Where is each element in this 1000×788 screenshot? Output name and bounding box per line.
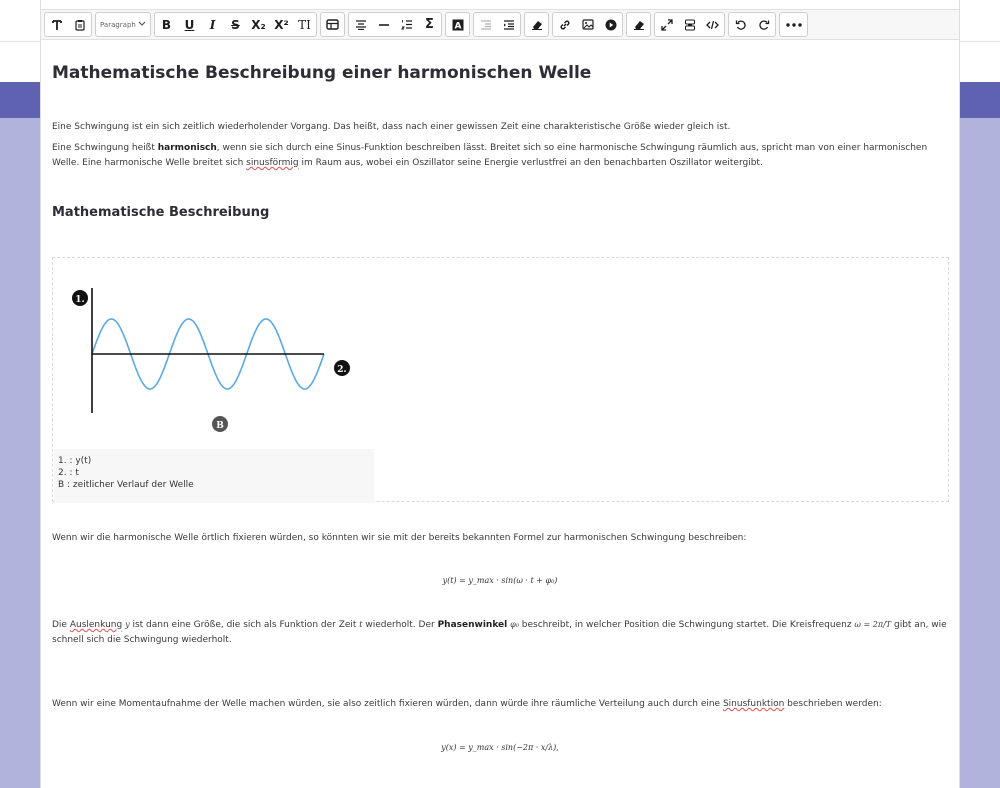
svg-text:A: A [454,21,461,31]
ordered-list-icon[interactable] [395,13,418,36]
toolbar-group-clear [524,12,549,37]
text-run: im Raum aus, wobei ein Oszillator seine Energie verlustfrei an den benachbarten Oszillator weitergibt. [298,158,763,168]
toolbar-group-eraser2 [626,12,651,37]
section-heading: Mathematische Beschreibung [52,205,270,220]
italic-icon[interactable]: I [209,17,216,32]
marker-b-label: B [216,421,224,431]
fullscreen-icon[interactable] [655,13,678,36]
spellcheck-word: sinusförmig [246,158,299,168]
toolbar-group-color [445,12,470,37]
math-y: y [125,620,130,629]
wave-figure [53,258,383,448]
toolbar-group-more [779,12,808,37]
more-options-icon[interactable] [780,13,807,36]
math-t: t [359,620,363,629]
marker-1 [72,290,88,306]
link-icon[interactable] [553,13,576,36]
eraser-icon[interactable] [525,13,548,36]
figure-legend [54,449,374,503]
text-run: gibt an, wie schnell sich die Schwingung wiederholt. [52,620,947,645]
toolbar-group-indent [473,12,521,37]
bold-term-phasenwinkel: Phasenwinkel [437,620,508,630]
toolbar-group-insert [552,12,623,37]
marker-2 [334,360,350,376]
math-omega: ω = 2π/T [854,620,892,629]
math-phi: φ₀ [510,620,519,629]
chevron-down-icon [138,21,146,29]
video-play-icon[interactable] [599,13,622,36]
marker-b [212,416,228,432]
text-run: Die [52,620,70,630]
toolbar-group-inline [154,12,317,37]
outdent-icon[interactable] [474,13,497,36]
toolbar-group-block [348,12,442,37]
legend-item: 2. : t [58,468,79,478]
preview-icon[interactable] [678,13,701,36]
legend-item: 1. : y(t) [58,456,92,466]
paragraph-harmonisch [52,141,947,171]
superscript-icon[interactable]: X² [274,17,289,32]
indent-icon[interactable] [497,13,520,36]
typography-icon[interactable]: TI [298,17,311,32]
table-icon[interactable] [321,13,344,36]
undo-icon[interactable] [729,13,752,36]
align-center-icon[interactable] [349,13,372,36]
paragraph-momentaufnahme [52,697,947,712]
paragraph-select[interactable] [96,13,150,36]
legend-item: B : zeitlicher Verlauf der Welle [58,480,194,490]
toolbar-group-paragraph [95,12,151,37]
formula-oscillation: y(t) = y_max · sin(ω · t + φ₀) [442,576,558,585]
paragraph-select-label: Paragraph [100,20,136,29]
underline-icon[interactable]: U [184,17,195,32]
subscript-icon[interactable]: X₂ [251,17,266,32]
spellcheck-word: Auslenkung [69,620,123,630]
text-run: beschrieben werden: [784,699,882,709]
clipboard-icon[interactable] [68,13,91,36]
toolbar-group-format [44,12,92,37]
text-run: , wenn sie sich durch eine Sinus-Funktion beschreiben lässt. Breitet sich so eine harmonische Schwingung räumlich aus, spricht man von einer harmonischen Welle. Eine harmonische Welle breitet sich [52,143,928,168]
text-run: wiederholt. Der [362,620,438,630]
paragraph-intro: Eine Schwingung ist ein sich zeitlich wiederholender Vorgang. Das heißt, dass nach einer gewissen Zeit eine charakteristische Größe wieder gleich ist. [52,122,731,132]
bold-term-harmonisch: harmonisch [157,143,217,153]
toolbar-group-view [654,12,725,37]
figure-box[interactable] [52,257,949,502]
formula-spatial: y(x) = y_max · sin(−2π · x/λ), [441,743,559,752]
text-format-icon[interactable] [45,13,68,36]
text-run: Wenn wir eine Momentaufnahme der Welle machen würden, sie also zeitlich fixieren würden, dann würde ihre räumliche Verteilung auch durch eine [52,699,723,709]
strikethrough-icon[interactable]: S [231,17,240,32]
marker-2-label: 2. [337,365,347,375]
redo-icon[interactable] [752,13,775,36]
spellcheck-word: Sinusfunktion [722,699,785,709]
clear-format-icon[interactable] [627,13,650,36]
source-code-icon[interactable] [701,13,724,36]
bold-icon[interactable]: B [161,17,172,32]
text-run: beschreibt, in welcher Position die Schwingung startet. Die Kreisfrequenz [518,620,855,630]
toolbar-group-table [320,12,345,37]
toolbar-group-history [728,12,776,37]
marker-1-label: 1. [75,295,85,305]
editor-toolbar [41,9,959,40]
font-color-icon[interactable] [446,13,469,36]
rich-text-editor [40,0,960,788]
horizontal-rule-icon[interactable] [372,13,395,36]
paragraph-auslenkung [52,617,947,648]
page-title: Mathematische Beschreibung einer harmonischen Welle [52,63,592,83]
paragraph-fixed-location: Wenn wir die harmonische Welle örtlich fixieren würden, so könnten wir sie mit der bereits bekannten Formel zur harmonischen Schwingung beschreiben: [52,533,747,543]
image-icon[interactable] [576,13,599,36]
sigma-formula-icon[interactable]: Σ [425,17,434,32]
text-run: ist dann eine Größe, die sich als Funktion der Zeit [129,620,360,630]
text-run: Eine Schwingung heißt [52,143,158,153]
